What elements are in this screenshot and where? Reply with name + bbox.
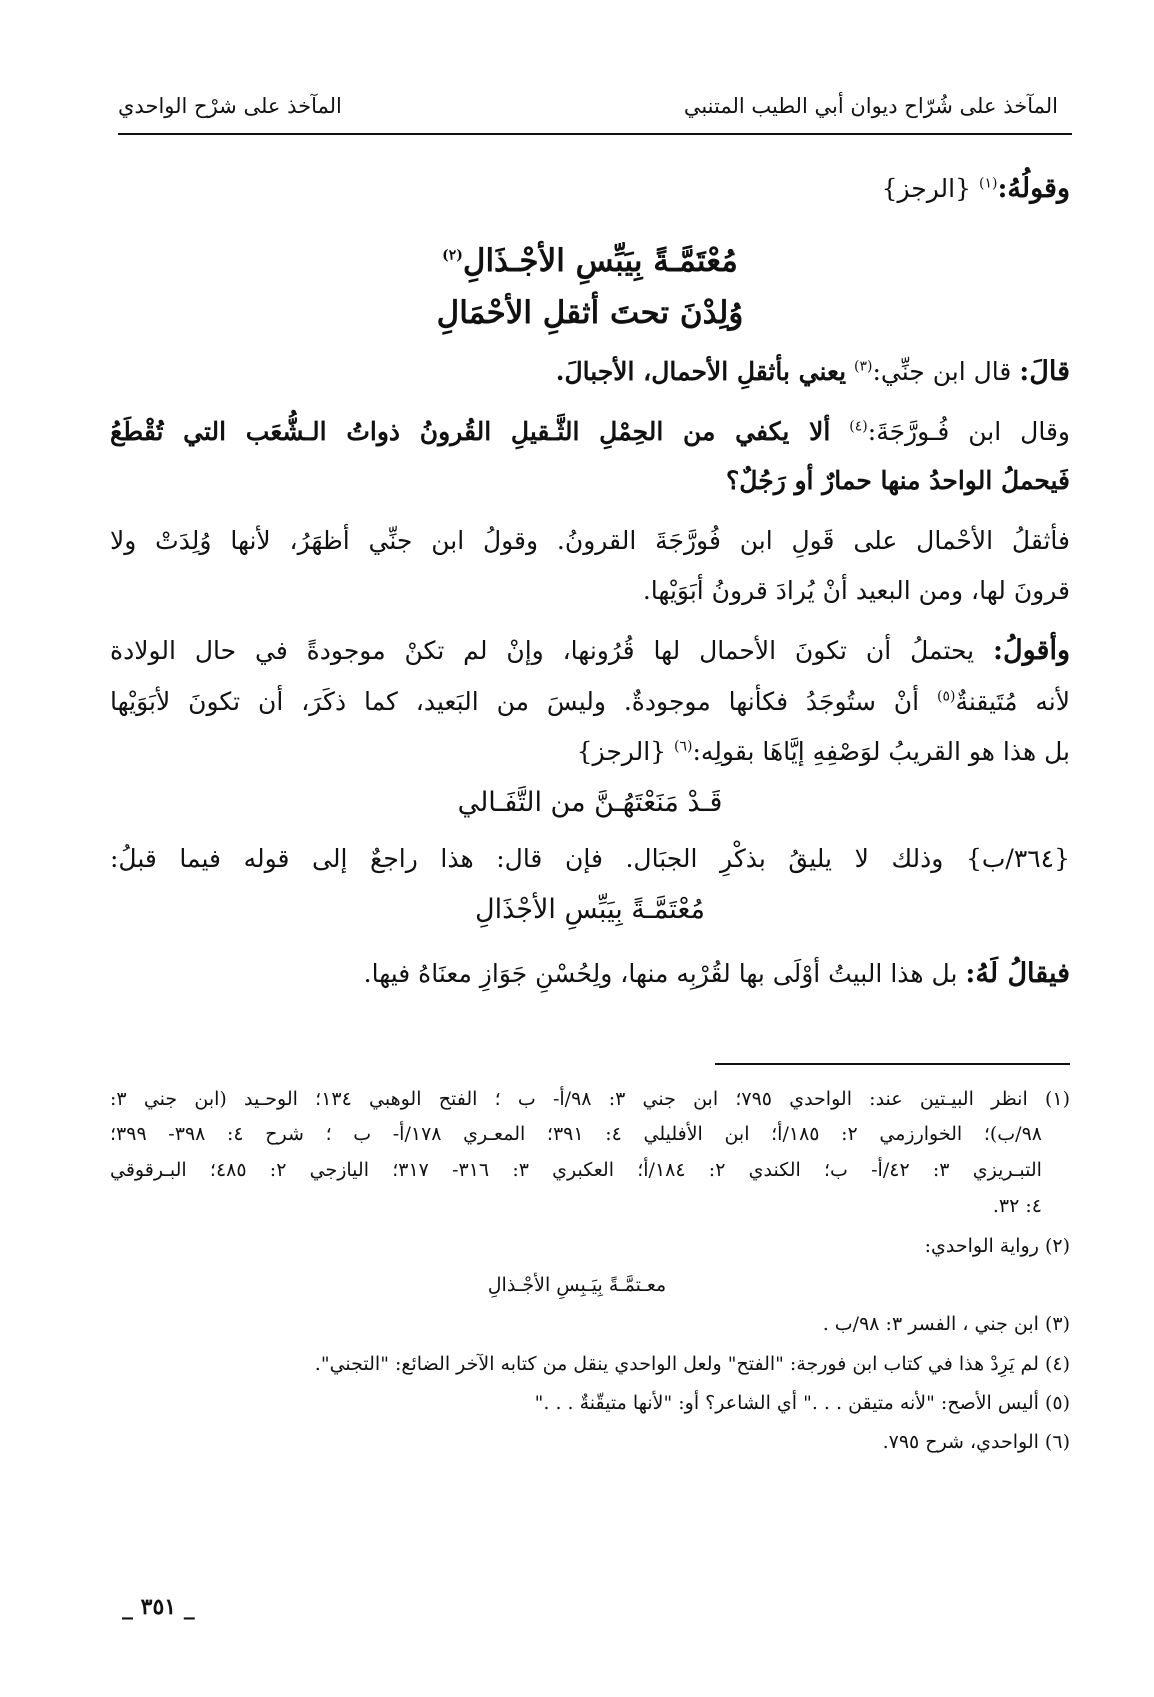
verse-line-2 <box>110 288 1070 338</box>
verse-quote-mutammatan: مُعْتَمَّـةً بِيَبِّسِ الأجْذَالِ <box>475 894 705 925</box>
footnote-1-line-3: التبـريزي ٣: ٤٢/أ- ب؛ الكندي ٢: ١٨٤/أ؛ العكبري ٣: ٣١٦- ٣١٧؛ اليازجي ٢: ٤٨٥؛ البـرقوقي <box>110 1159 1042 1181</box>
verse-line-1 <box>110 236 1070 286</box>
manuscript-folio-ref: {٣٦٤/ب} <box>965 844 1071 873</box>
p4-line1: يحتملُ أن تكونَ الأحمال لها قُرُونها، وإنْ لم تكنْ موجودةً في حال الولادة <box>110 636 975 665</box>
reply-label: فيقالُ لَهُ: <box>965 958 1070 989</box>
p1-text: يعني بأثقلِ الأحمال، الأجبالَ. <box>555 357 847 386</box>
verse1-hemistich-2: وُلِدْنَ تحتَ أثقلِ الأحْمَالِ <box>436 295 744 331</box>
p4-meter: {الرجز} <box>576 737 667 766</box>
p1-lead: قال ابن جنِّي: <box>872 357 1012 386</box>
paragraph-ibn-furraja-line-2: فَيحملُ الواحدُ منها حمارٌ أو رَجُلٌ؟ <box>726 466 1070 495</box>
footnote-ref-6: (٦) <box>674 738 693 755</box>
footnote-1-line-1: (١) انظر البيـتين عند: الواحدي ٧٩٥؛ ابن جني ٣: ٩٨/أ- ب ؛ الفتح الوهبي ١٣٤؛ الوحـيد (ابن جني ٣: <box>110 1088 1070 1110</box>
verse1-hemistich-1: مُعْتَمَّـةً بِيَبِّسِ الأجْـذَالِ <box>462 243 738 279</box>
p6-text: بل هذا البيتُ أوْلَى بها لقُرْبِه منها، ولِحُسْنِ جَوَازِ معنَاهُ فيها. <box>363 959 958 988</box>
footnote-ref-4: (٤) <box>849 418 868 435</box>
meter-label: {الرجز} <box>881 174 972 203</box>
footnote-separator <box>715 1063 1070 1065</box>
verse-quote-tafali: قَـدْ مَنَعْتَهُـنَّ من التَّفَـالي <box>457 787 723 818</box>
footnote-ref-2: (٢) <box>442 247 463 264</box>
footnote-2-verse: معـتمَّـةً بِيَـبِسِ الأجْـذالِ <box>487 1274 667 1296</box>
paragraph-objection <box>110 838 1070 880</box>
p4-line2a: لأنه مُتَيقنةٌ <box>955 687 1071 716</box>
footnote-ref-1: (١) <box>978 175 998 192</box>
running-header-chapter-title: المآخذ على شرْح الواحدي <box>118 94 342 118</box>
paragraph-aqulu-line-2 <box>110 681 1070 723</box>
footnote-ref-3: (٣) <box>854 358 873 375</box>
p4-line3a: بل هذا هو القريبُ لوَصْفِهِ إيَّاهَا بقولِه: <box>692 737 1070 766</box>
paragraph-reply <box>110 953 1070 995</box>
paragraph-ibn-furraja-line-1 <box>110 411 1070 453</box>
verse-intro <box>110 168 1070 210</box>
p5-text: وذلك لا يليقُ بذكْرِ الجبَال. فإن قال: هذا راجعٌ إلى قوله فيما قبلُ: <box>110 844 944 873</box>
paragraph-aqulu-line-3 <box>110 731 1070 773</box>
paragraph-ibn-jinni <box>110 351 1070 393</box>
paragraph-aqulu-line-1 <box>110 630 1070 672</box>
footnote-2: (٢) رواية الواحدي: <box>924 1235 1070 1257</box>
qala-label: قالَ: <box>1019 356 1070 387</box>
p2-text: ألا يكفي من الحِمْلِ الثَّـقيلِ القُرونُ ذواتُ الـشُّعَب التي تُقْطَعُ <box>110 417 831 446</box>
aqulu-label: وأقولُ: <box>993 635 1070 666</box>
running-header-book-title: المآخذ على شُرّاح ديوان أبي الطيب المتنبي <box>683 94 1058 118</box>
footnote-1-line-2: ٩٨/ب)؛ الخوارزمي ٢: ١٨٥/أ؛ ابن الأفليلي ٤: ٣٩١؛ المعـري ١٧٨/أ- ب ؛ شرح ٤: ٣٩٨- ٣٩٩؛ <box>110 1123 1042 1145</box>
page-number: _ ٣٥١ _ <box>122 1594 195 1620</box>
header-rule <box>118 133 1072 135</box>
intro-label: وقولُهُ: <box>997 173 1070 204</box>
footnote-ref-5: (٥) <box>936 688 956 705</box>
footnote-3: (٣) ابن جني ، الفسر ٣: ٩٨/ب . <box>822 1313 1070 1335</box>
footnote-5: (٥) أليس الأصح: "لأنه متيقن . . ." أي الشاعر؟ أو: "لأنها متيقّنةٌ . . ." <box>534 1392 1070 1414</box>
paragraph-comparison-line-1: فأثقلُ الأحْمال على قَولِ ابن فُورَّجَةَ القرونُ. وقولُ ابن جنِّي أظهَرُ، لأنها وُلِدَتْ ولا <box>110 526 1070 555</box>
footnote-4: (٤) لم يَرِدْ هذا في كتاب ابن فورجة: "الفتح" ولعل الواحدي ينقل من كتابه الآخر الضائع: "التجني". <box>314 1353 1070 1375</box>
footnote-6: (٦) الواحدي، شرح ٧٩٥. <box>882 1431 1070 1453</box>
p4-line2b: أنْ ستُوجَدُ فكأنها موجودةٌ. وليسَ من البَعيد، كما ذكَرَ، أن تكونَ لأبَوَيْها <box>110 687 920 716</box>
footnote-1-line-4: ٤: ٣٢. <box>992 1195 1042 1217</box>
paragraph-comparison-line-2: قرونَ لها، ومن البعيد أنْ يُرادَ قرونُ أبَوَيْها. <box>642 576 1070 605</box>
p2-lead: وقال ابن فُـورَّجَةَ: <box>867 417 1070 446</box>
